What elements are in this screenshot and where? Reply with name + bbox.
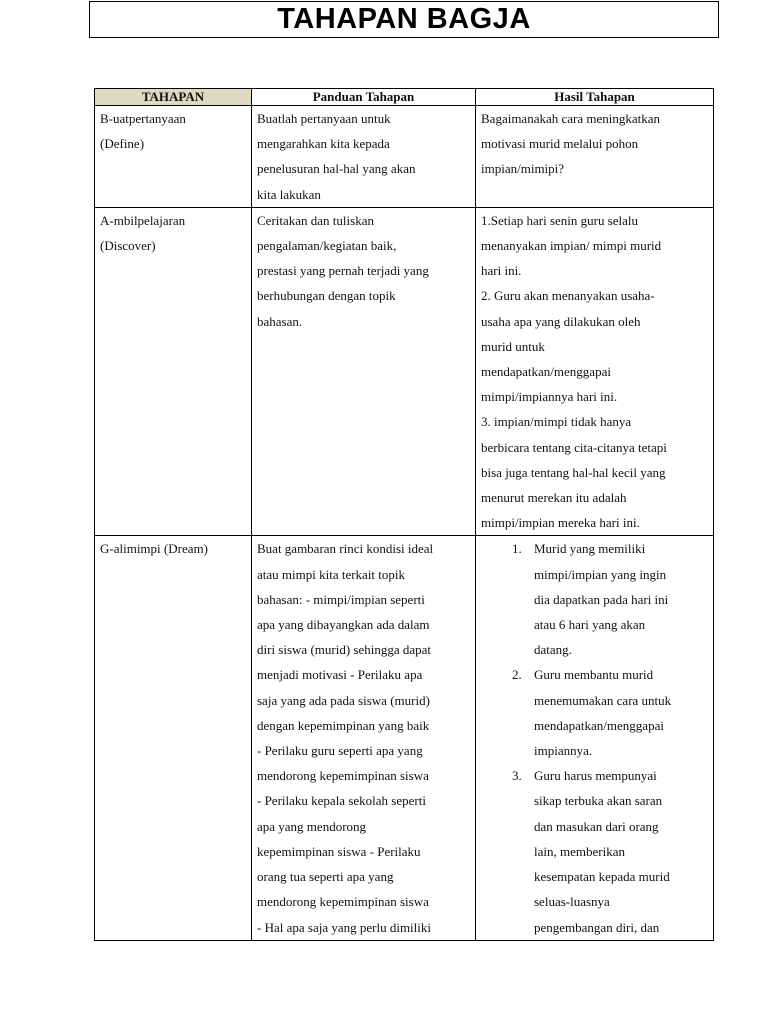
cell-text: usaha apa yang dilakukan oleh — [481, 313, 641, 329]
cell-text: pengalaman/kegiatan baik, — [257, 238, 397, 254]
header-tahapan: TAHAPAN — [95, 89, 252, 106]
cell-text: mimpi/impiannya hari ini. — [481, 389, 618, 405]
cell-tahapan — [95, 207, 252, 536]
cell-panduan — [252, 106, 476, 208]
cell-text: atau mimpi kita terkait topik — [257, 566, 406, 582]
cell-text: kepemimpinan siswa - Perilaku — [257, 843, 421, 859]
list-item — [481, 763, 709, 939]
cell-text: Ceritakan dan tuliskan — [257, 212, 374, 228]
document-title: TAHAPAN BAGJA — [89, 1, 719, 38]
cell-text: mendapatkan/menggapai — [481, 364, 611, 380]
cell-panduan — [252, 207, 476, 536]
cell-text: bahasan. — [257, 313, 303, 329]
cell-text: mimpi/impian mereka hari ini. — [481, 515, 640, 531]
table-row — [95, 207, 714, 536]
table-header-row — [95, 89, 714, 106]
cell-text: penelusuran hal-hal yang akan — [257, 161, 416, 177]
cell-text: mendorong kepemimpinan siswa — [257, 894, 429, 910]
cell-text: apa yang dibayangkan ada dalam — [257, 617, 430, 633]
cell-text: A-mbilpelajaran — [100, 212, 186, 228]
cell-text: berhubungan dengan topik — [257, 288, 396, 304]
cell-text: motivasi murid melalui pohon — [481, 136, 639, 152]
cell-text: (Define) — [100, 136, 145, 152]
cell-text: menemumakan cara untuk — [534, 692, 672, 708]
cell-text: bahasan: - mimpi/impian seperti — [257, 591, 425, 607]
cell-text: murid untuk — [481, 338, 545, 354]
header-hasil: Hasil Tahapan — [476, 89, 714, 106]
cell-text: berbicara tentang cita-citanya tetapi — [481, 439, 667, 455]
cell-text: diri siswa (murid) sehingga dapat — [257, 642, 432, 658]
header-panduan: Panduan Tahapan — [252, 89, 476, 106]
cell-hasil — [476, 536, 714, 940]
cell-text: 1.Setiap hari senin guru selalu — [481, 212, 639, 228]
bagja-table — [94, 88, 714, 941]
cell-text: seluas-luasnya — [534, 894, 610, 910]
cell-text: apa yang mendorong — [257, 818, 367, 834]
table-row — [95, 106, 714, 208]
cell-text: datang. — [534, 642, 572, 658]
cell-hasil — [476, 106, 714, 208]
cell-text: mendorong kepemimpinan siswa — [257, 768, 429, 784]
cell-text: 2. Guru akan menanyakan usaha- — [481, 288, 655, 304]
cell-text: (Discover) — [100, 238, 156, 254]
cell-text: mendapatkan/menggapai — [534, 717, 664, 733]
cell-text: - Hal apa saja yang perlu dimiliki — [257, 919, 432, 935]
cell-text: menjadi motivasi - Perilaku apa — [257, 667, 423, 683]
list-item — [481, 536, 709, 662]
cell-text: menurut merekan itu adalah — [481, 490, 627, 506]
cell-text: menanyakan impian/ mimpi murid — [481, 238, 662, 254]
cell-tahapan — [95, 536, 252, 940]
cell-text: atau 6 hari yang akan — [534, 617, 646, 633]
cell-text: prestasi yang pernah terjadi yang — [257, 263, 429, 279]
list-number: 3. — [512, 768, 522, 784]
list-number: 1. — [512, 541, 522, 557]
cell-text: kesempatan kepada murid — [534, 869, 670, 885]
cell-text: dan masukan dari orang — [534, 818, 659, 834]
cell-text: B-uatpertanyaan — [100, 111, 186, 126]
cell-text: sikap terbuka akan saran — [534, 793, 663, 809]
list-item — [481, 662, 709, 763]
cell-text: - Perilaku kepala sekolah seperti — [257, 793, 426, 809]
cell-text: hari ini. — [481, 263, 522, 279]
cell-text: 3. impian/mimpi tidak hanya — [481, 414, 632, 430]
cell-panduan — [252, 536, 476, 940]
cell-text: orang tua seperti apa yang — [257, 869, 394, 885]
cell-text: Guru membantu murid — [534, 667, 654, 683]
cell-text: mengarahkan kita kepada — [257, 136, 390, 152]
cell-text: Guru harus mempunyai — [534, 768, 657, 784]
cell-hasil — [476, 207, 714, 536]
cell-text: impiannya. — [534, 743, 593, 759]
list-number: 2. — [512, 667, 522, 683]
cell-text: Murid yang memiliki — [534, 541, 646, 557]
cell-text: lain, memberikan — [534, 843, 625, 859]
cell-text: G-alimimpi (Dream) — [100, 541, 208, 557]
cell-text: impian/mimipi? — [481, 161, 565, 177]
cell-text: Buat gambaran rinci kondisi ideal — [257, 541, 434, 557]
cell-text: kita lakukan — [257, 186, 321, 202]
cell-tahapan — [95, 106, 252, 208]
cell-text: bisa juga tentang hal-hal kecil yang — [481, 464, 666, 480]
cell-text: Bagaimanakah cara meningkatkan — [481, 111, 661, 126]
cell-text: - Perilaku guru seperti apa yang — [257, 743, 423, 759]
cell-text: dengan kepemimpinan yang baik — [257, 717, 430, 733]
cell-text: mimpi/impian yang ingin — [534, 566, 667, 582]
cell-text: saja yang ada pada siswa (murid) — [257, 692, 430, 708]
cell-text: pengembangan diri, dan — [534, 919, 660, 935]
table-row — [95, 536, 714, 940]
cell-text: Buatlah pertanyaan untuk — [257, 111, 391, 126]
cell-text: dia dapatkan pada hari ini — [534, 591, 669, 607]
